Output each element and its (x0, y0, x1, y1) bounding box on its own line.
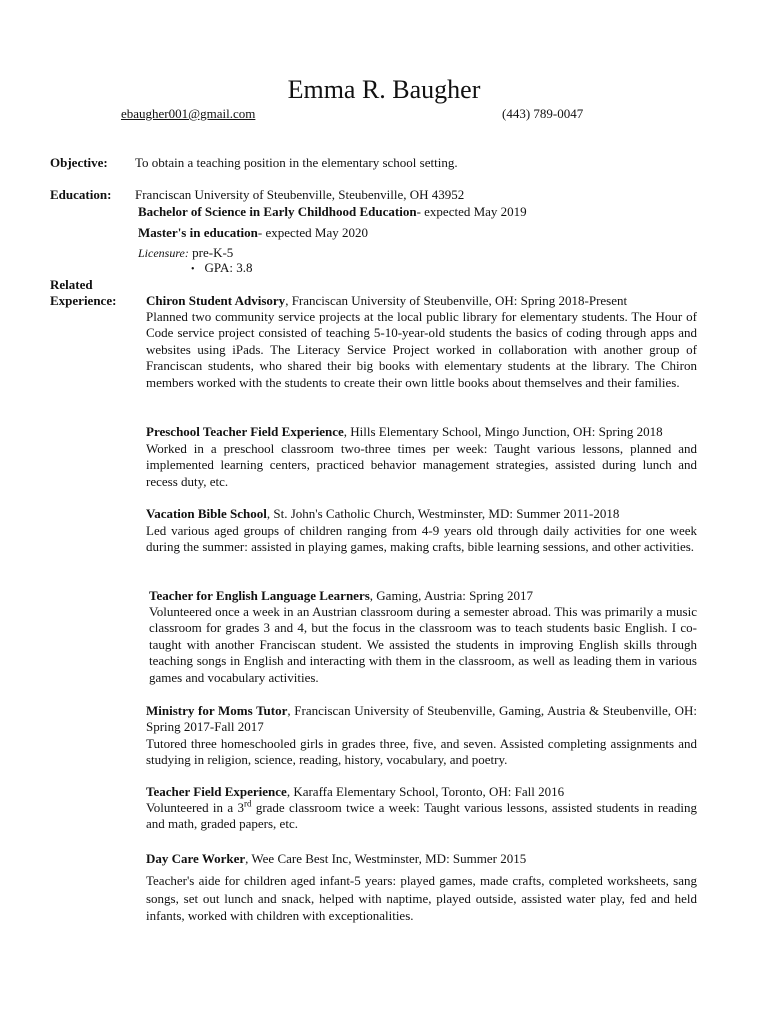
job-description: Tutored three homeschooled girls in grades three, five, and seven. Assisted completing assignments and studying in religion, science, reading, history, vocabulary, and poetry. (146, 736, 697, 768)
licensure-value: pre-K-5 (192, 245, 234, 260)
bullet-icon: • (191, 264, 195, 275)
degree-bachelor (138, 204, 527, 220)
degree-masters-date: - expected May 2020 (257, 225, 368, 240)
experience-label-line1: Related (50, 277, 93, 292)
job-meta: , Karaffa Elementary School, Toronto, OH: Fall 2016 (286, 784, 565, 799)
job-heading (146, 784, 564, 800)
job-title: Ministry for Moms Tutor (146, 703, 288, 718)
education-label: Education: (50, 187, 112, 202)
degree-bachelor-date: - expected May 2019 (416, 204, 527, 219)
job-description (146, 800, 697, 833)
job-heading (146, 293, 627, 309)
job-description: Teacher's aide for children aged infant-5 years: played games, made crafts, completed worksheets, sang songs, set out lunch and snack, helped with naptime, played outside, assisted water play, fed and held infants, worked with children with exceptionalities. (146, 873, 697, 923)
degree-masters-title: Master's in education (138, 225, 258, 240)
job-description: Volunteered once a week in an Austrian classroom during a semester abroad. This was primarily a music classroom for grades 3 and 4, but the focus in the classroom was to teach students basic English. I co-taught with another Franciscan student. We assisted the students in improving English skills through teaching songs in English and interacting with them in the classroom, as well as leading them in various games and vocabulary activities. (149, 604, 697, 685)
degree-bachelor-title: Bachelor of Science in Early Childhood Education (138, 204, 417, 219)
experience-label-line2: Experience: (50, 293, 117, 308)
job-title: Vacation Bible School (146, 506, 267, 521)
job-title: Teacher for English Language Learners (149, 588, 370, 603)
job-description: Worked in a preschool classroom two-three times per week: Taught various lessons, planned and implemented learning centers, practiced behavior management strategies, assisted during lunch and recess duty, etc. (146, 441, 697, 489)
objective-text: To obtain a teaching position in the elementary school setting. (135, 155, 458, 170)
job-heading (146, 424, 663, 440)
job-title: Chiron Student Advisory (146, 293, 286, 308)
gpa-value: GPA: 3.8 (204, 260, 253, 275)
job-heading (146, 703, 697, 736)
job-meta: , St. John's Catholic Church, Westminster, MD: Summer 2011-2018 (266, 506, 620, 521)
job-heading (149, 588, 533, 604)
job-title: Day Care Worker (146, 851, 246, 866)
job-description: Planned two community service projects at the local public library for elementary students. The Hour of Code service project consisted of teaching 5-10-year-old students the basics of coding through apps and websites using iPads. The Literacy Service Project worked in collaboration with another group of Franciscan students, who shared their big books with elementary students at the library. The Chiron members worked with the students to create their own little books about themselves and their families. (146, 309, 697, 390)
degree-masters (138, 225, 368, 241)
phone-number: (443) 789-0047 (502, 106, 584, 121)
licensure-label: Licensure: (138, 246, 189, 260)
job-meta: , Franciscan University of Steubenville, Gaming, Austria & Steubenville, OH: Spring 2017-Fall 2017 (146, 703, 697, 735)
licensure (138, 245, 233, 261)
ordinal-suffix: rd (243, 798, 252, 809)
job-description: Led various aged groups of children ranging from 4-9 years old through daily activities for one week during the summer: assisted in playing games, making crafts, bible learning sessions, and other activities. (146, 523, 697, 555)
job-description-part: grade classroom twice a week: Taught various lessons, assisted students in reading and math, graded papers, etc. (146, 800, 697, 832)
job-meta: , Franciscan University of Steubenville, OH: Spring 2018-Present (285, 293, 628, 308)
job-title: Preschool Teacher Field Experience (146, 424, 344, 439)
job-meta: , Gaming, Austria: Spring 2017 (369, 588, 533, 603)
job-heading (146, 506, 619, 522)
job-title: Teacher Field Experience (146, 784, 287, 799)
gpa-item (191, 260, 252, 276)
email-link[interactable]: ebaugher001@gmail.com (121, 106, 256, 121)
job-description-part: Volunteered in a 3 (146, 800, 244, 815)
school-name: Franciscan University of Steubenville, Steubenville, OH 43952 (135, 187, 465, 202)
job-meta: , Wee Care Best Inc, Westminster, MD: Summer 2015 (245, 851, 527, 866)
objective-label: Objective: (50, 155, 108, 170)
candidate-name: Emma R. Baugher (287, 75, 481, 104)
job-meta: , Hills Elementary School, Mingo Junction, OH: Spring 2018 (343, 424, 663, 439)
job-heading (146, 851, 526, 867)
